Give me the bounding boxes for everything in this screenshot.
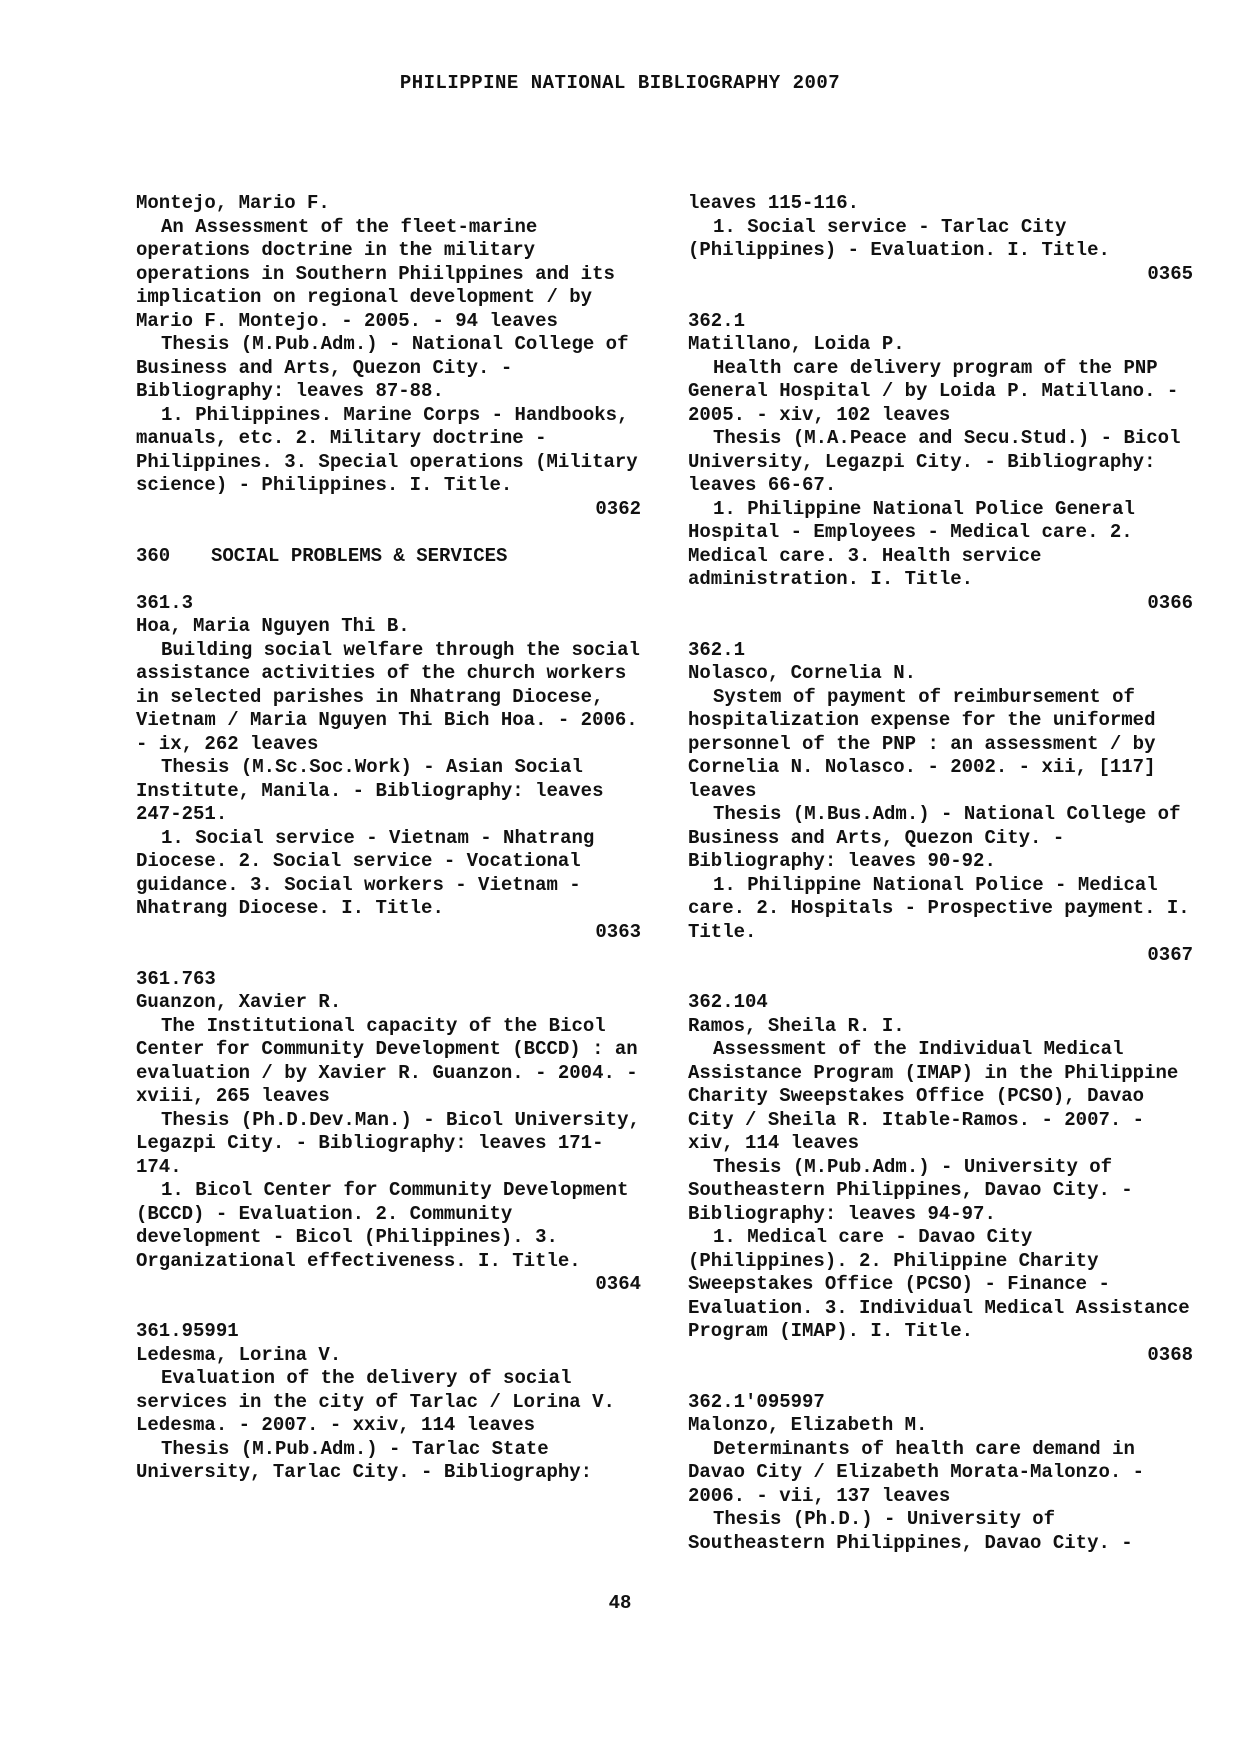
entry-thesis-note: Thesis (M.Pub.Adm.) - National College of Business and Arts, Quezon City. - Bibliography: leaves 87-88. — [136, 333, 629, 402]
entry-author: Ledesma, Lorina V. — [136, 1343, 342, 1366]
entry-author: Matillano, Loida P. — [688, 333, 905, 355]
entry-author: Montejo, Mario F. — [136, 192, 330, 214]
entry-thesis-note: Thesis (Ph.D.Dev.Man.) - Bicol University, Legazpi City. - Bibliography: leaves 171-174. — [136, 1108, 640, 1178]
entry-number: 0365 — [1147, 262, 1193, 285]
entry-0366 — [688, 310, 1193, 616]
entry-classno: 362.1'095997 — [688, 1390, 825, 1413]
entry-number: 0364 — [595, 1273, 641, 1295]
entry-subjects: 1. Social service - Vietnam - Nhatrang Diocese. 2. Social service - Vocational guidance. 3. Social workers - Vietnam - Nhatrang Diocese. I. Title. — [136, 826, 595, 919]
entry-0362 — [136, 192, 641, 521]
entry-title: Health care delivery program of the PNP General Hospital / by Loida P. Matillano. - 2005. - xiv, 102 leaves — [688, 356, 1179, 426]
entry-title: Evaluation of the delivery of social services in the city of Tarlac / Lorina V. Ledesma. - 2007. - xxiv, 114 leaves — [136, 1367, 615, 1436]
entry-subjects: 1. Philippine National Police General Hospital - Employees - Medical care. 2. Medical care. 3. Health service administration. I. Title. — [688, 497, 1135, 590]
entry-number: 0366 — [1147, 591, 1193, 614]
entry-classno: 362.104 — [688, 991, 768, 1013]
entry-title: Building social welfare through the social assistance activities of the church workers in selected parishes in Nhatrang Diocese, Vietnam / Maria Nguyen Thi Bich Hoa. - 2006. - ix, 262 leaves — [136, 638, 640, 755]
entry-classno: 362.1 — [688, 309, 746, 332]
entry-thesis-note: Thesis (M.Bus.Adm.) - National College of Business and Arts, Quezon City. - Bibliography: leaves 90-92. — [688, 803, 1181, 872]
entry-classno: 362.1 — [688, 638, 746, 661]
entry-subjects: 1. Medical care - Davao City (Philippines). 2. Philippine Charity Sweepstakes Office (PCSO) - Finance - Evaluation. 3. Individual Medical Assistance Program (IMAP). I. Title. — [688, 1226, 1190, 1342]
entry-thesis-note: Thesis (Ph.D.) - University of Southeastern Philippines, Davao City. - — [688, 1508, 1133, 1554]
entry-title: The Institutional capacity of the Bicol Center for Community Development (BCCD) : an evaluation / by Xavier R. Guanzon. - 2004. - xviii, 265 leaves — [136, 1014, 638, 1107]
entry-0367 — [688, 639, 1193, 968]
entry-number: 0362 — [595, 497, 641, 520]
entry-classno: 361.763 — [136, 967, 216, 990]
entry-title: An Assessment of the fleet-marine operations doctrine in the military operations in Southern Phiilppines and its implication on regional development / by Mario F. Montejo. - 2005. - 94 leaves — [136, 215, 615, 332]
entry-continuation: leaves 115-116. — [688, 192, 860, 214]
entry-subjects: 1. Philippines. Marine Corps - Handbooks, manuals, etc. 2. Military doctrine - Philippines. 3. Special operations (Military science) - Philippines. I. Title. — [136, 403, 638, 496]
entry-author: Hoa, Maria Nguyen Thi B. — [136, 615, 410, 637]
entry-0365-start — [136, 1320, 641, 1485]
entry-subjects: 1. Philippine National Police - Medical care. 2. Hospitals - Prospective payment. I. Title. — [688, 873, 1190, 943]
entry-0369-start — [688, 1391, 1193, 1556]
entry-title: Determinants of health care demand in Davao City / Elizabeth Morata-Malonzo. - 2006. - vii, 137 leaves — [688, 1437, 1145, 1507]
entry-0368 — [688, 991, 1193, 1367]
entry-thesis-note: Thesis (M.A.Peace and Secu.Stud.) - Bicol University, Legazpi City. - Bibliography: leaves 66-67. — [688, 427, 1181, 496]
entry-author: Malonzo, Elizabeth M. — [688, 1414, 928, 1436]
entry-number: 0368 — [1147, 1343, 1193, 1366]
entry-thesis-note: Thesis (M.Pub.Adm.) - Tarlac State University, Tarlac City. - Bibliography: — [136, 1437, 593, 1483]
section-label: SOCIAL PROBLEMS & SERVICES — [211, 544, 508, 567]
entry-number: 0367 — [1147, 944, 1193, 966]
section-code: 360 — [136, 544, 171, 567]
entry-author: Ramos, Sheila R. I. — [688, 1014, 905, 1037]
entry-0365-end — [688, 192, 1193, 286]
entry-author: Nolasco, Cornelia N. — [688, 662, 917, 684]
entry-classno: 361.3 — [136, 591, 194, 614]
entry-subjects: 1. Bicol Center for Community Development (BCCD) - Evaluation. 2. Community development - Bicol (Philippines). 3. Organizational effectiveness. I. Title. — [136, 1179, 629, 1272]
entry-0363 — [136, 592, 641, 945]
entry-number: 0363 — [595, 920, 641, 943]
entry-author: Guanzon, Xavier R. — [136, 991, 342, 1013]
entry-thesis-note: Thesis (M.Sc.Soc.Work) - Asian Social Institute, Manila. - Bibliography: leaves 247-251. — [136, 756, 604, 825]
left-column — [136, 192, 641, 1508]
entry-subjects: 1. Social service - Tarlac City (Philippines) - Evaluation. I. Title. — [688, 215, 1110, 261]
entry-title: Assessment of the Individual Medical Assistance Program (IMAP) in the Philippine Charity Sweepstakes Office (PCSO), Davao City / Sheila R. Itable-Ramos. - 2007. - xiv, 114 leaves — [688, 1038, 1179, 1154]
entry-classno: 361.95991 — [136, 1320, 239, 1342]
entry-title: System of payment of reimbursement of hospitalization expense for the uniformed personnel of the PNP : an assessment / by Cornelia N. Nolasco. - 2002. - xii, [117] leaves — [688, 685, 1156, 802]
page-number: 48 — [608, 1592, 632, 1614]
entry-thesis-note: Thesis (M.Pub.Adm.) - University of Southeastern Philippines, Davao City. - Bibliography: leaves 94-97. — [688, 1155, 1133, 1225]
running-header: PHILIPPINE NATIONAL BIBLIOGRAPHY 2007 — [399, 72, 841, 94]
right-column — [688, 192, 1193, 1579]
entry-0364 — [136, 968, 641, 1297]
section-heading — [136, 545, 641, 569]
